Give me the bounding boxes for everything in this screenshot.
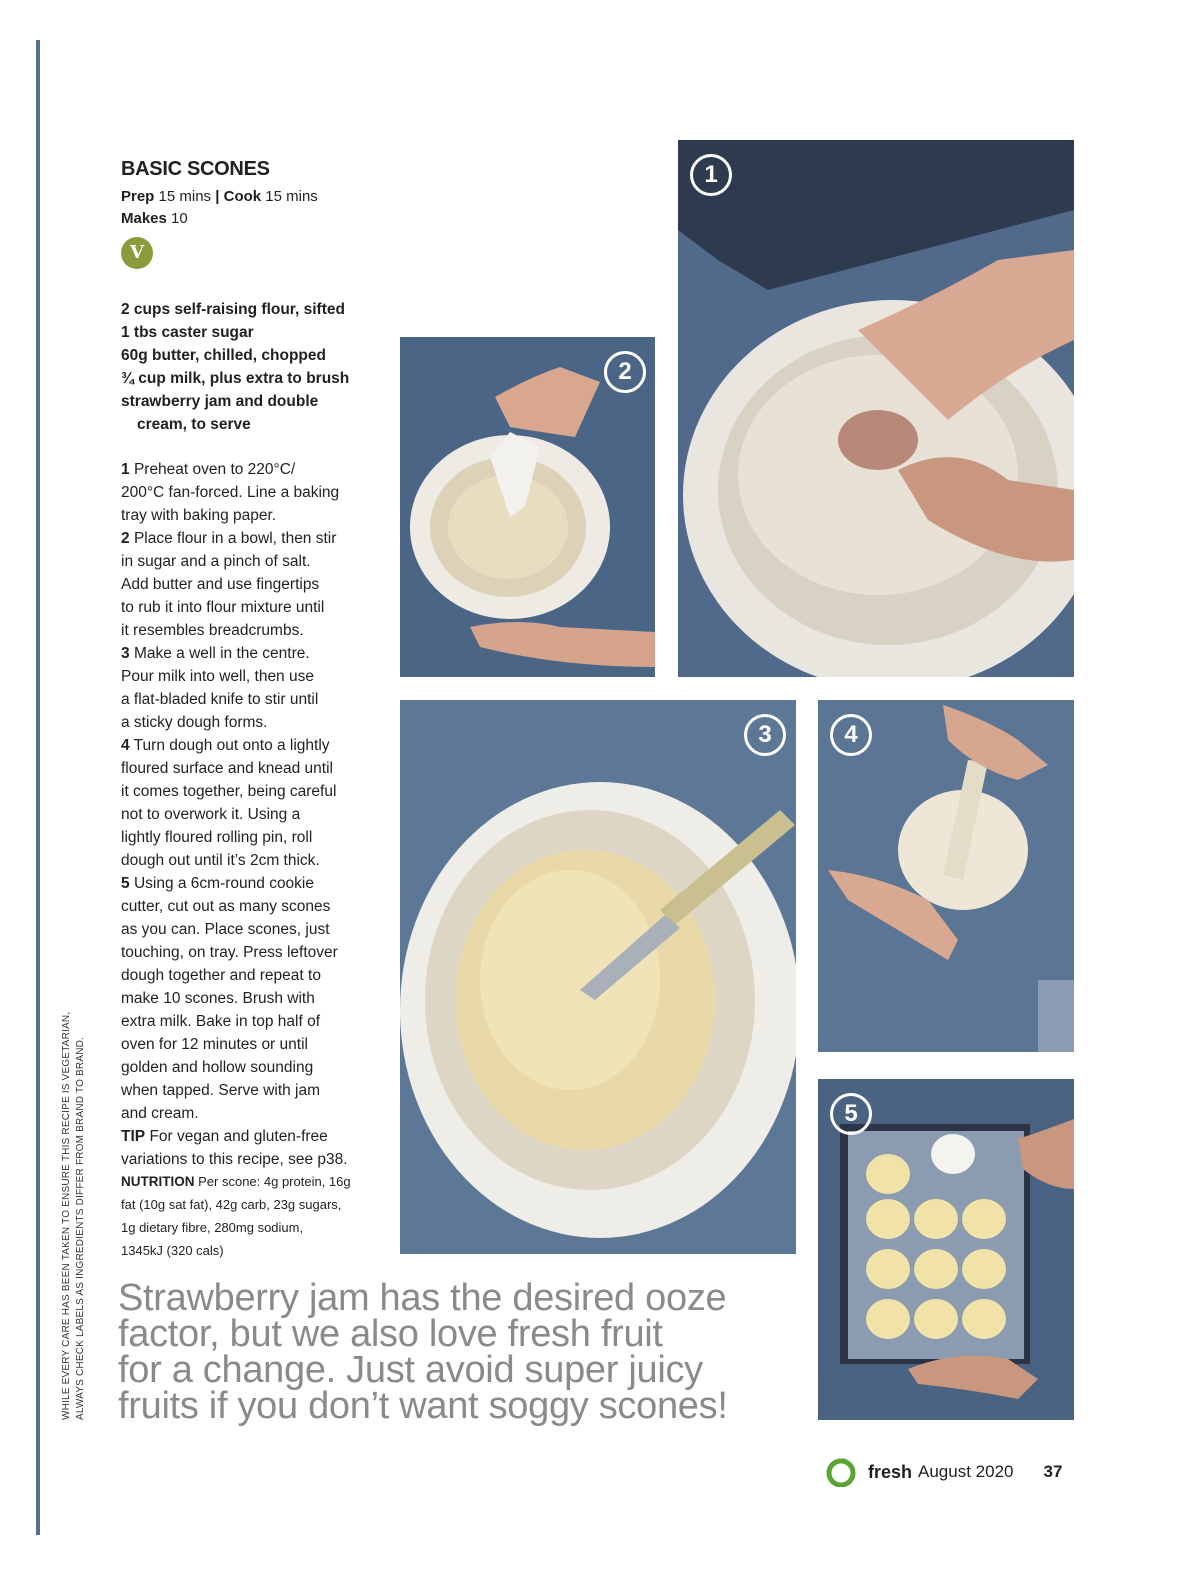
step-number-badge: 2 (604, 351, 646, 393)
step-line: golden and hollow sounding (121, 1059, 314, 1076)
disclaimer (60, 1012, 88, 1420)
brand-name: fresh (868, 1461, 913, 1482)
nutrition-info (121, 1170, 391, 1262)
step-line: Pour milk into well, then use (121, 668, 314, 685)
step-line: dough together and repeat to (121, 967, 321, 984)
step-line: Preheat oven to 220°C/ (133, 461, 296, 478)
step-line: and cream. (121, 1105, 199, 1122)
step-line: Turn dough out onto a lightly (133, 737, 330, 754)
recipe-title: BASIC SCONES (121, 158, 270, 180)
time-row (121, 186, 318, 208)
disclaimer-line-2: ALWAYS CHECK LABELS AS INGREDIENTS DIFFER FROM BRAND TO BRAND. (75, 1036, 86, 1420)
method-step-3 (121, 642, 389, 734)
step-line: 200°C fan-forced. Line a baking (121, 484, 340, 501)
ingredient-item: ¾ cup milk, plus extra to brush (121, 370, 350, 387)
quote-line: factor, but we also love fresh fruit (118, 1313, 663, 1355)
step-4-photo (818, 700, 1074, 1052)
separator: | (215, 188, 220, 205)
step-line: Place flour in a bowl, then stir (133, 530, 337, 547)
step-line: a sticky dough forms. (121, 714, 268, 731)
vegetarian-badge-icon: V (121, 237, 153, 269)
ingredient-item: strawberry jam and double (121, 393, 319, 410)
step-line: extra milk. Bake in top half of (121, 1013, 321, 1030)
nutrition-line: 1345kJ (320 cals) (121, 1243, 224, 1258)
step-line: Make a well in the centre. (133, 645, 310, 662)
prep-label: Prep (121, 188, 155, 205)
step-line: it comes together, being careful (121, 783, 337, 800)
step-line: Using a 6cm-round cookie (133, 875, 314, 892)
step-line: oven for 12 minutes or until (121, 1036, 308, 1053)
tip-line: variations to this recipe, see p38. (121, 1151, 348, 1168)
nutrition-label: NUTRITION (121, 1174, 195, 1189)
cook-value: 15 mins (265, 188, 318, 205)
makes-value: 10 (171, 210, 188, 227)
step-line: lightly floured rolling pin, roll (121, 829, 313, 846)
makes-label: Makes (121, 210, 167, 227)
mixing-bowl-illustration (678, 140, 1074, 677)
step-line: Add butter and use fingertips (121, 576, 320, 593)
nutrition-line: Per scone: 4g protein, 16g (198, 1174, 351, 1189)
step-line: tray with baking paper. (121, 507, 277, 524)
quote-line: for a change. Just avoid super juicy (118, 1349, 703, 1391)
step-line: as you can. Place scones, just (121, 921, 330, 938)
step-line: cutter, cut out as many scones (121, 898, 331, 915)
ingredient-item: 2 cups self-raising flour, sifted (121, 301, 345, 318)
ingredients-list (121, 298, 391, 436)
step-number: 5 (121, 875, 130, 892)
step-number-badge: 3 (744, 714, 786, 756)
step-line: in sugar and a pinch of salt. (121, 553, 311, 570)
ingredient-item: 60g butter, chilled, chopped (121, 347, 326, 364)
step-number: 4 (121, 737, 130, 754)
quote-line: fruits if you don’t want soggy scones! (118, 1385, 728, 1427)
step-line: not to overwork it. Using a (121, 806, 301, 823)
step-5-photo (818, 1079, 1074, 1420)
step-number: 1 (121, 461, 130, 478)
method-step-4 (121, 734, 389, 872)
disclaimer-line-1: WHILE EVERY CARE HAS BEEN TAKEN TO ENSURE THIS RECIPE IS VEGETARIAN, (61, 1011, 72, 1420)
step-1-photo (678, 140, 1074, 677)
step-line: make 10 scones. Brush with (121, 990, 315, 1007)
step-number: 3 (121, 645, 130, 662)
step-number-badge: 5 (830, 1093, 872, 1135)
dough-bowl-illustration (400, 700, 796, 1254)
page-number: 37 (1043, 1462, 1063, 1481)
recipe-meta (121, 186, 318, 230)
step-line: floured surface and knead until (121, 760, 333, 777)
method-step-1 (121, 458, 389, 527)
quote-line: Strawberry jam has the desired ooze (118, 1277, 727, 1319)
woolworths-logo-icon (822, 1457, 860, 1487)
makes-row (121, 208, 318, 230)
nutrition-line: 1g dietary fibre, 280mg sodium, (121, 1220, 304, 1235)
pull-quote (118, 1277, 808, 1427)
step-number-badge: 4 (830, 714, 872, 756)
step-number-badge: 1 (690, 154, 732, 196)
step-line: a flat-bladed knife to stir until (121, 691, 319, 708)
page-spine-rule (36, 40, 40, 1535)
ingredient-item: 1 tbs caster sugar (121, 324, 254, 341)
page-footer (822, 1455, 1062, 1489)
method-step-2 (121, 527, 389, 642)
step-line: dough out until it’s 2cm thick. (121, 852, 320, 869)
step-line: it resembles breadcrumbs. (121, 622, 304, 639)
step-2-photo (400, 337, 655, 677)
step-3-photo (400, 700, 796, 1254)
step-line: when tapped. Serve with jam (121, 1082, 321, 1099)
nutrition-line: fat (10g sat fat), 42g carb, 23g sugars, (121, 1197, 342, 1212)
tip-line: For vegan and gluten-free (149, 1128, 328, 1145)
tip-label: TIP (121, 1128, 146, 1145)
ingredient-item: cream, to serve (137, 416, 251, 433)
tip (121, 1125, 389, 1171)
method-steps (121, 458, 389, 1171)
issue-date: August 2020 (918, 1462, 1014, 1481)
cook-label: Cook (223, 188, 262, 205)
step-number: 2 (121, 530, 130, 547)
prep-value: 15 mins (158, 188, 212, 205)
method-step-5 (121, 872, 389, 1125)
step-line: touching, on tray. Press leftover (121, 944, 338, 961)
step-line: to rub it into flour mixture until (121, 599, 325, 616)
